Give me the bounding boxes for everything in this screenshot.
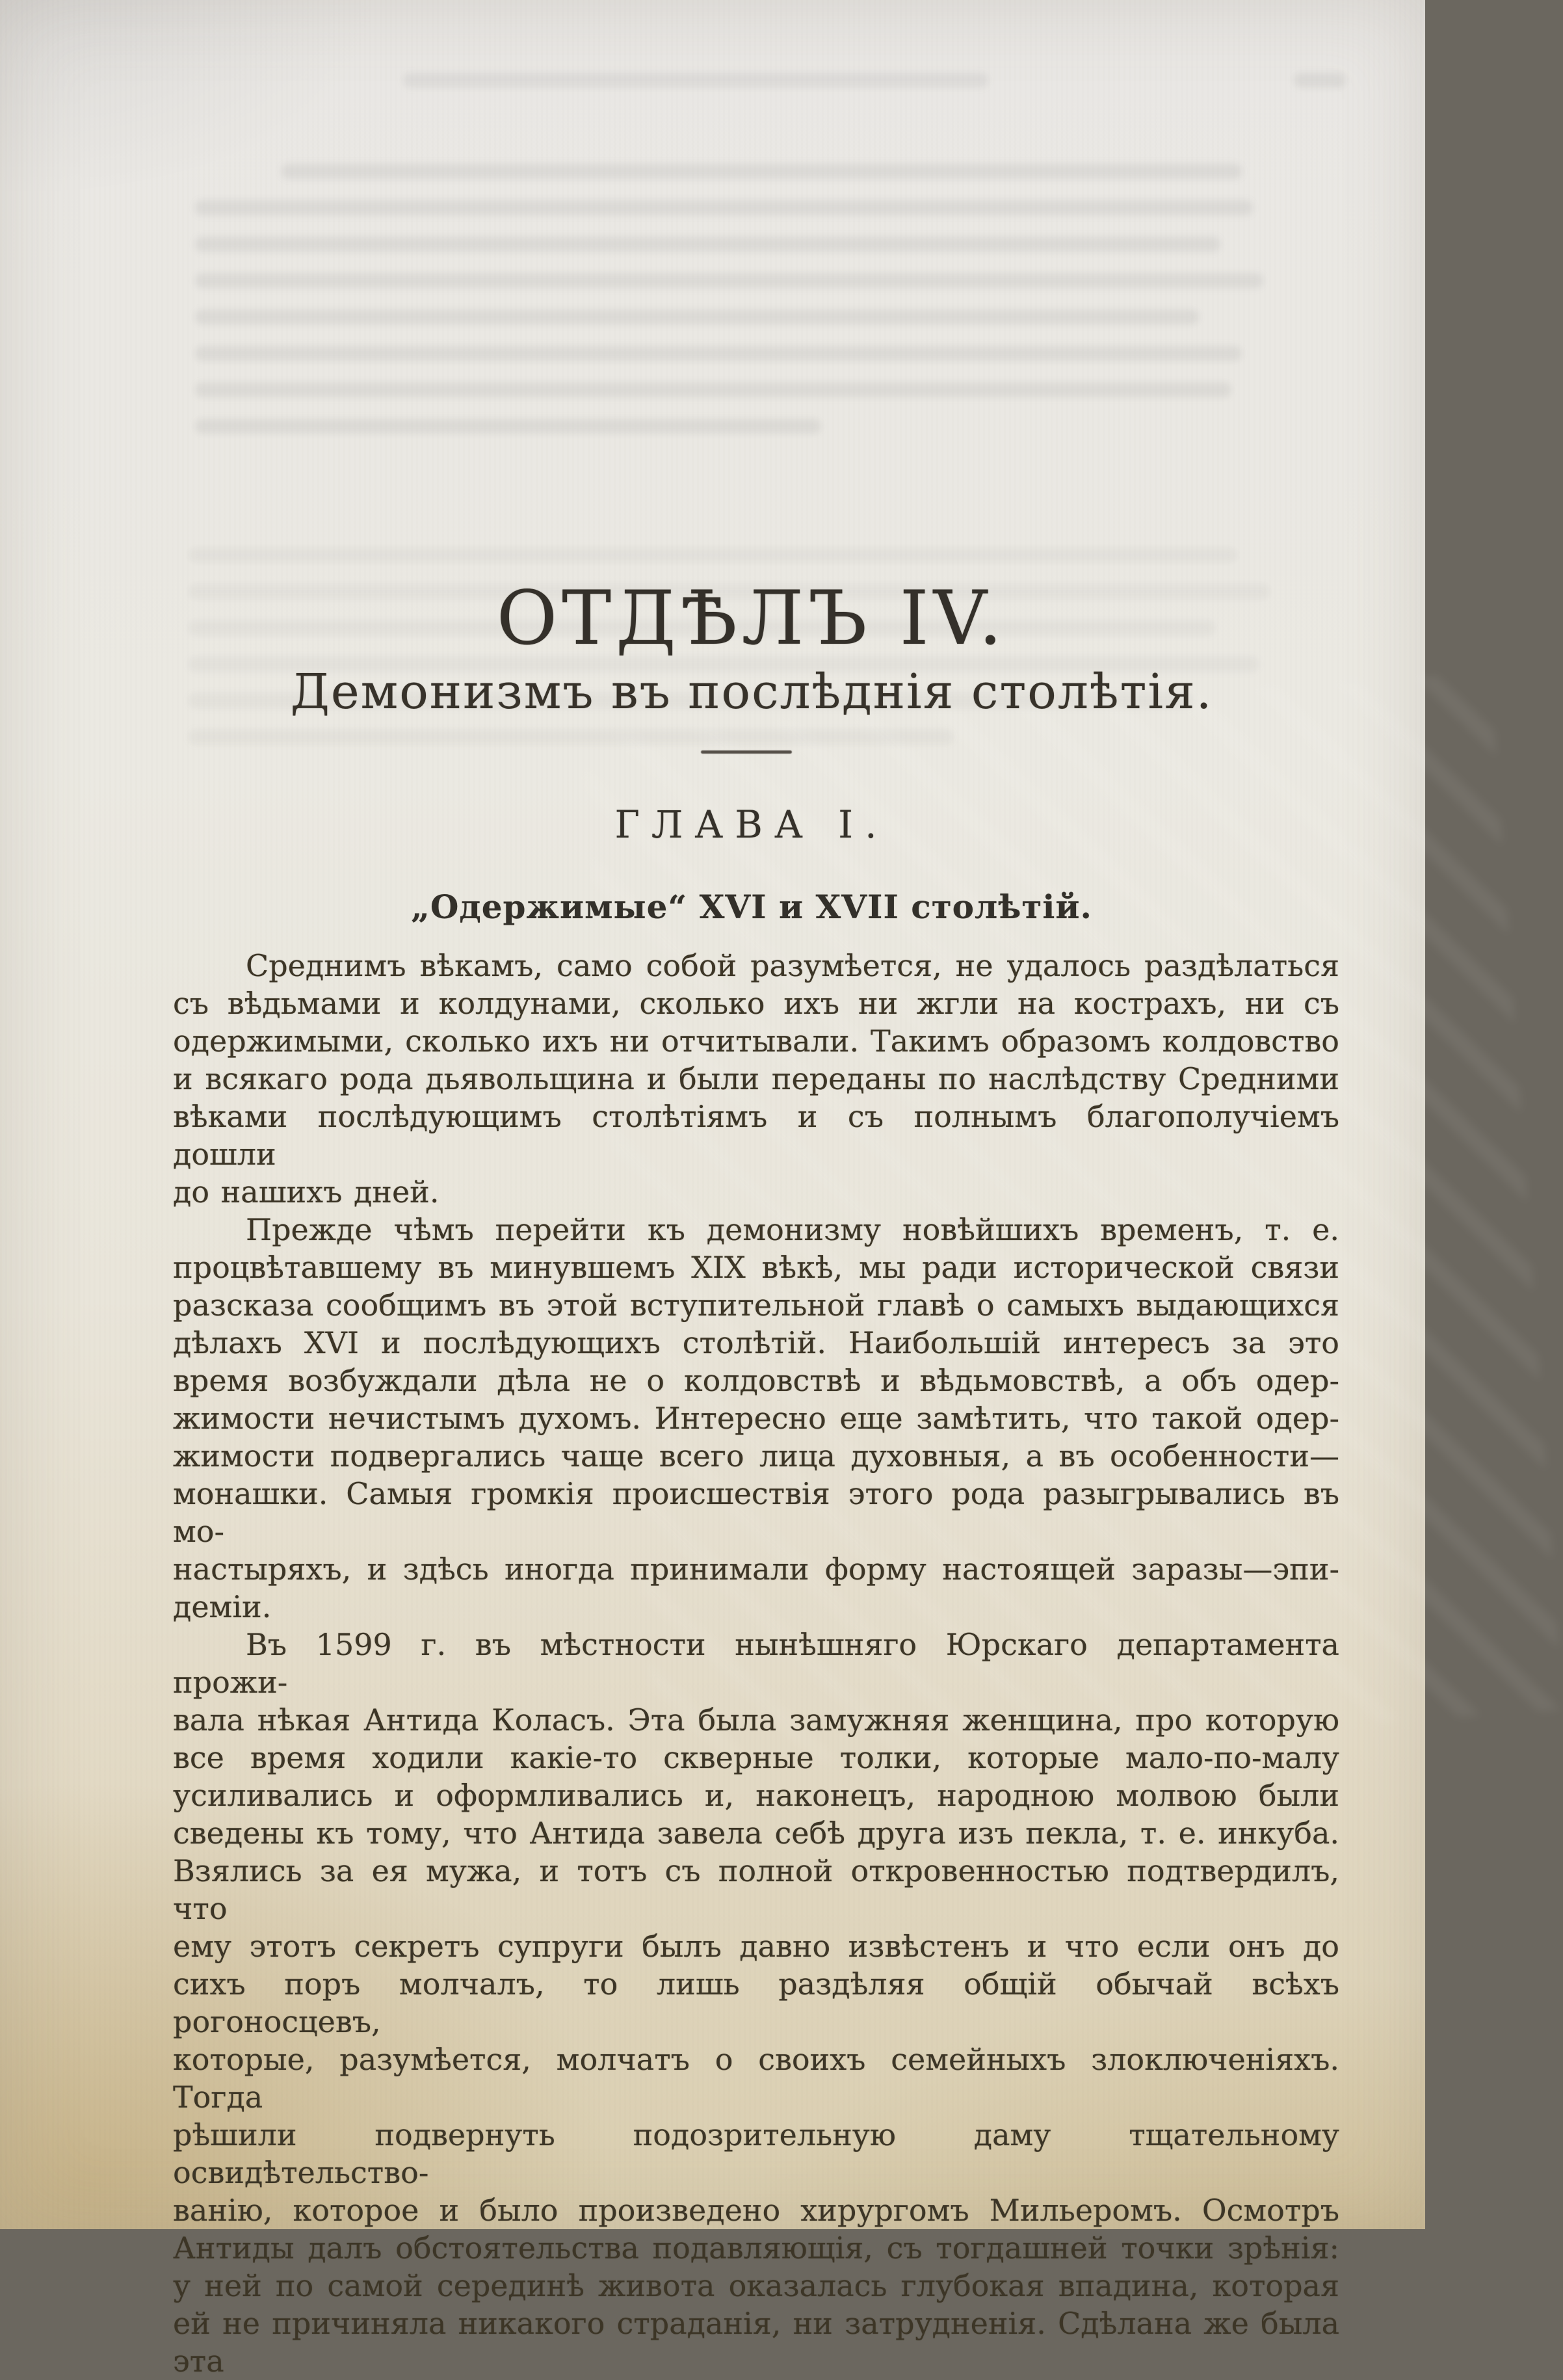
body-text: [173, 947, 1339, 2380]
text-line: Среднимъ вѣкамъ, само собой разумѣется, не удалось раздѣлаться: [246, 948, 1339, 983]
text-line: у ней по самой серединѣ живота оказалась глубокая впадина, которая: [173, 2268, 1339, 2303]
text-line: одержимыми, сколько ихъ ни отчитывали. Такимъ образомъ колдовство: [173, 1024, 1339, 1059]
bleed-through-text-block: [195, 164, 1274, 455]
text-line: монашки. Самыя громкія происшествія этого рода разыгрывались въ мо-: [173, 1476, 1339, 1549]
text-line: сихъ поръ молчалъ, то лишь раздѣляя общій обычай всѣхъ рогоносцевъ,: [173, 1966, 1339, 2039]
bleed-through-line: [195, 419, 821, 434]
text-line: настыряхъ, и здѣсь иногда принимали форму настоящей заразы—эпи-: [173, 1552, 1339, 1587]
bleed-through-line: [1294, 73, 1346, 88]
paragraph: [173, 1211, 1339, 1626]
section-subtitle: Демонизмъ въ послѣднія столѣтія.: [290, 664, 1213, 720]
text-line: жимости нечистымъ духомъ. Интересно еще замѣтить, что такой одер-: [173, 1401, 1339, 1436]
section-divider: [701, 750, 792, 754]
text-line: ванію, которое и было произведено хирургомъ Мильеромъ. Осмотръ: [173, 2193, 1339, 2228]
text-line: деміи.: [173, 1589, 272, 1624]
bleed-through-page-number: [1294, 73, 1346, 109]
bleed-through-line: [195, 237, 1220, 252]
bleed-through-line: [195, 310, 1199, 324]
bleed-through-line: [195, 346, 1242, 361]
text-line: время возбуждали дѣла не о колдовствѣ и вѣдьмовствѣ, а объ одер-: [173, 1363, 1339, 1398]
text-line: и всякаго рода дьявольщина и были переданы по наслѣдству Средними: [173, 1061, 1339, 1096]
text-line: до нашихъ дней.: [173, 1174, 440, 1210]
bleed-through-running-head: [403, 73, 988, 109]
chapter-heading: ГЛАВА I.: [614, 802, 889, 847]
text-line: Взялись за ея мужа, и тотъ съ полной откровенностью подтвердилъ, что: [173, 1853, 1339, 1926]
text-line: процвѣтавшему въ минувшемъ XIX вѣкѣ, мы ради исторической связи: [173, 1250, 1339, 1285]
paragraph: [173, 1626, 1339, 2380]
text-line: вала нѣкая Антида Коласъ. Эта была замужняя женщина, про которую: [173, 1702, 1339, 1738]
bleed-through-line: [189, 548, 1237, 562]
text-line: которые, разумѣется, молчатъ о своихъ семейныхъ злоключеніяхъ. Тогда: [173, 2042, 1339, 2115]
text-line: Антиды далъ обстоятельства подавляющія, съ тогдашней точки зрѣнія:: [173, 2230, 1339, 2266]
text-line: рѣшили подвернуть подозрительную даму тщательному освидѣтельство-: [173, 2117, 1339, 2190]
text-line: усиливались и оформливались и, наконецъ, народною молвою были: [173, 1778, 1339, 1813]
chapter-subtitle: „Одержимые“ XVI и XVII столѣтій.: [411, 888, 1092, 926]
text-line: все время ходили какіе-то скверные толки, которые мало-по-малу: [173, 1740, 1339, 1775]
text-line: жимости подвергались чаще всего лица духовныя, а въ особенности—: [173, 1438, 1339, 1474]
paragraph: [173, 947, 1339, 1211]
text-line: съ вѣдьмами и колдунами, сколько ихъ ни жгли на кострахъ, ни съ: [173, 986, 1339, 1021]
text-line: вѣками послѣдующимъ столѣтіямъ и съ полнымъ благополучіемъ дошли: [173, 1099, 1339, 1172]
text-line: ей не причиняла никакого страданія, ни затрудненія. Сдѣлана же была эта: [173, 2306, 1339, 2379]
text-line: ему этотъ секретъ супруги былъ давно извѣстенъ и что если онъ до: [173, 1929, 1339, 1964]
section-title: ОТДѢЛЪ IV.: [496, 575, 1007, 661]
bleed-through-line: [282, 164, 1242, 179]
bleed-through-line: [195, 382, 1231, 397]
text-line: Въ 1599 г. въ мѣстности нынѣшняго Юрскаго департамента прожи-: [173, 1627, 1339, 1700]
text-line: дѣлахъ XVI и послѣдующихъ столѣтій. Наибольшій интересъ за это: [173, 1325, 1339, 1360]
bleed-through-line: [403, 73, 988, 88]
text-line: Прежде чѣмъ перейти къ демонизму новѣйшихъ временъ, т. е.: [246, 1212, 1339, 1247]
text-line: сведены къ тому, что Антида завела себѣ друга изъ пекла, т. е. инкуба.: [173, 1816, 1339, 1851]
text-line: разсказа сообщимъ въ этой вступительной главѣ о самыхъ выдающихся: [173, 1288, 1339, 1323]
bleed-through-line: [195, 200, 1253, 215]
bleed-through-line: [195, 273, 1263, 288]
